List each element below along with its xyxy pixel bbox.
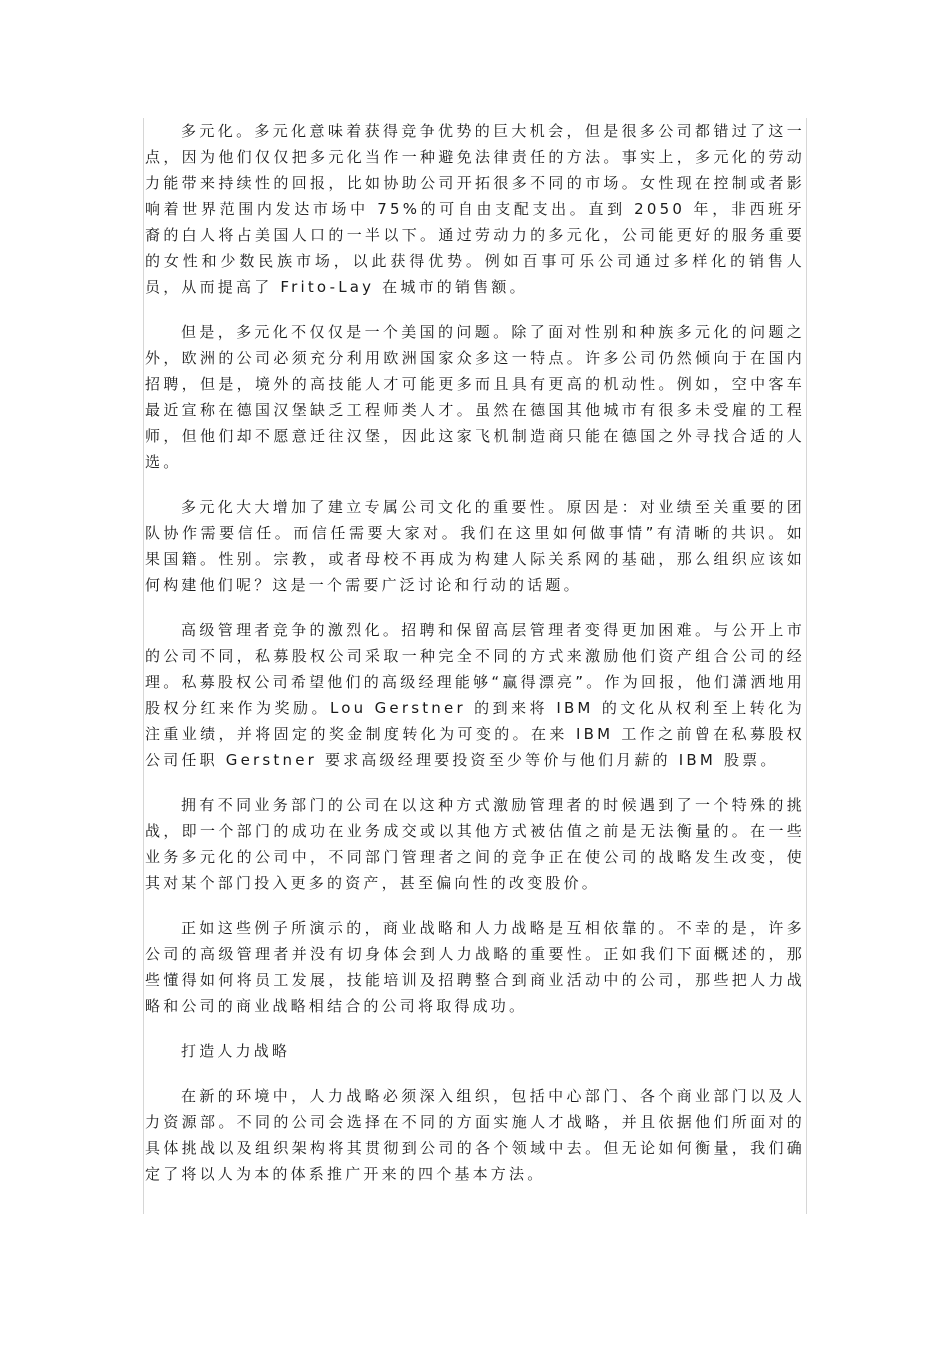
paragraph-executive-competition: 高级管理者竞争的激烈化。招聘和保留高层管理者变得更加困难。与公开上市的公司不同，私募股权公司采取一种完全不同的方式来激励他们资产组合公司的经理。私募股权公司希望他们的高级经理能够“赢得漂亮”。作为回报，他们潇洒地用股权分红来作为奖励。Lou Gerstner 的到来将 IBM 的文化从权利至上转化为注重业绩，并将固定的奖金制度转化为可变的。在来 IBM 工作之前曾在私募股权公司任职 Gerstner 要求高级经理要投资至少等价与他们月薪的 IBM 股票。 bbox=[145, 621, 805, 769]
left-margin-rule bbox=[143, 118, 144, 1214]
section-heading: 打造人力战略 bbox=[181, 1042, 291, 1060]
paragraph-culture: 多元化大大增加了建立专属公司文化的重要性。原因是：对业绩至关重要的团队协作需要信任。而信任需要大家对。我们在这里如何做事情”有清晰的共识。如果国籍。性别。宗教，或者母校不再成为构建人际关系网的基础，那么组织应该如何构建他们呢？这是一个需要广泛讨论和行动的话题。 bbox=[145, 498, 805, 594]
document-body bbox=[145, 118, 805, 1206]
paragraph-diversity: 多元化。多元化意味着获得竞争优势的巨大机会，但是很多公司都错过了这一点，因为他们仅仅把多元化当作一种避免法律责任的方法。事实上，多元化的劳动力能带来持续性的回报，比如协助公司开拓很多不同的市场。女性现在控制或者影响着世界范围内发达市场中 75%的可自由支配支出。直到 2050 年，非西班牙裔的白人将占美国人口的一半以下。通过劳动力的多元化，公司能更好的服务重要的女性和少数民族市场，以此获得优势。例如百事可乐公司通过多样化的销售人员，从而提高了 Frito-Lay 在城市的销售额。 bbox=[145, 122, 805, 296]
right-margin-rule bbox=[806, 118, 807, 1214]
paragraph-europe: 但是，多元化不仅仅是一个美国的问题。除了面对性别和种族多元化的问题之外，欧洲的公司必须充分利用欧洲国家众多这一特点。许多公司仍然倾向于在国内招聘，但是，境外的高技能人才可能更多而且具有更高的机动性。例如，空中客车最近宣称在德国汉堡缺乏工程师类人才。虽然在德国其他城市有很多未受雇的工程师，但他们却不愿意迁往汉堡，因此这家飞机制造商只能在德国之外寻找合适的人选。 bbox=[145, 323, 805, 471]
paragraph-business-units: 拥有不同业务部门的公司在以这种方式激励管理者的时候遇到了一个特殊的挑战，即一个部门的成功在业务成交或以其他方式被估值之前是无法衡量的。在一些业务多元化的公司中，不同部门管理者之间的竞争正在使公司的战略发生改变，使其对某个部门投入更多的资产，甚至偏向性的改变股价。 bbox=[145, 796, 805, 892]
paragraph-new-environment: 在新的环境中，人力战略必须深入组织，包括中心部门、各个商业部门以及人力资源部。不同的公司会选择在不同的方面实施人才战略，并且依据他们所面对的具体挑战以及组织架构将其贯彻到公司的各个领域中去。但无论如何衡量，我们确定了将以人为本的体系推广开来的四个基本方法。 bbox=[145, 1087, 805, 1183]
paragraph-strategy-interdependence: 正如这些例子所演示的，商业战略和人力战略是互相依靠的。不幸的是，许多公司的高级管理者并没有切身体会到人力战略的重要性。正如我们下面概述的，那些懂得如何将员工发展，技能培训及招聘整合到商业活动中的公司，那些把人力战略和公司的商业战略相结合的公司将取得成功。 bbox=[145, 919, 805, 1015]
